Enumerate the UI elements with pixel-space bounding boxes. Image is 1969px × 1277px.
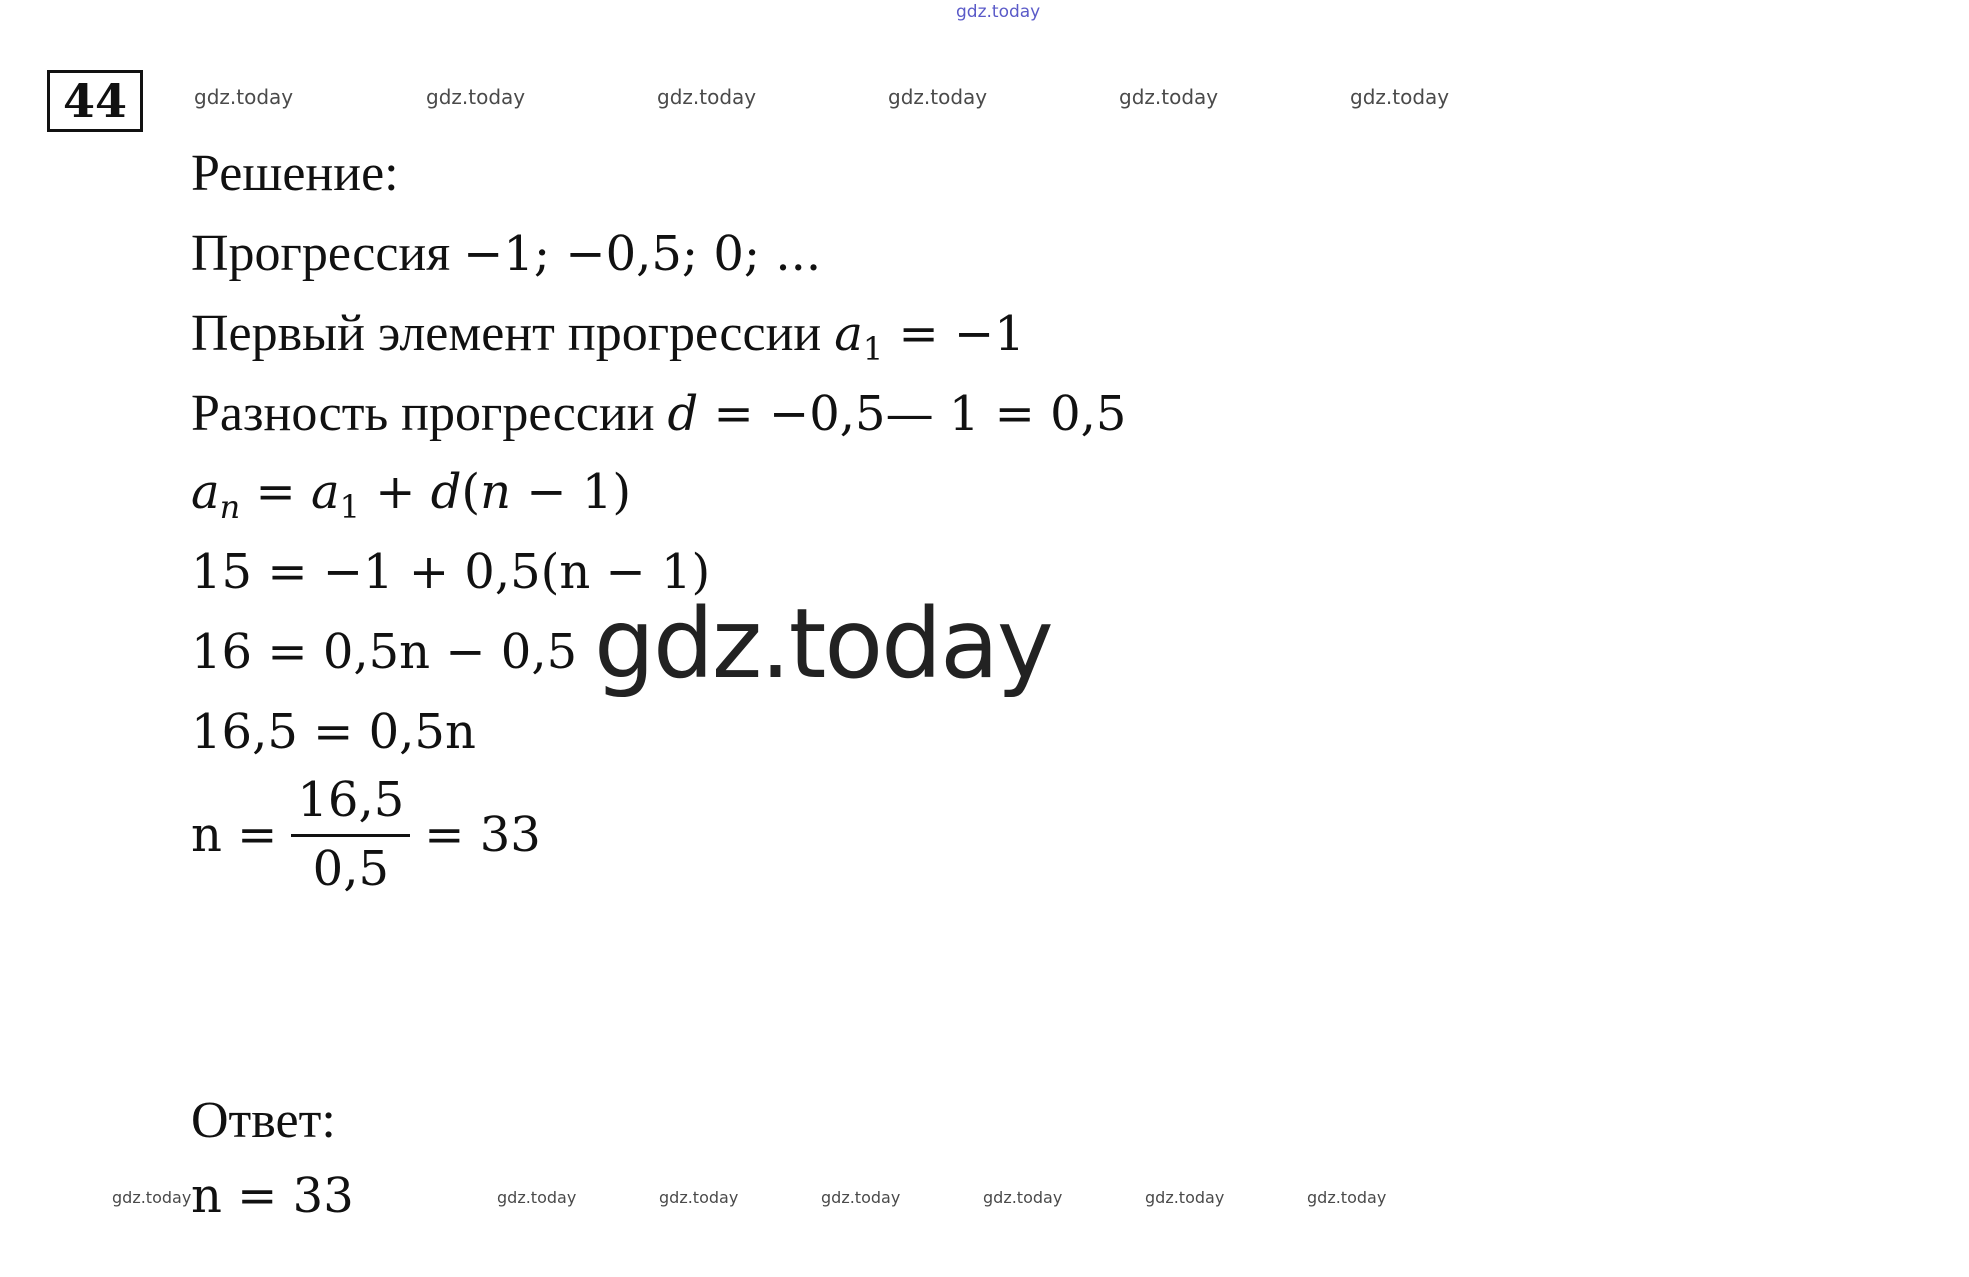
first-element-rhs: = −1	[898, 306, 1025, 362]
watermark: gdz.today	[497, 1188, 577, 1207]
watermark: gdz.today	[983, 1188, 1063, 1207]
watermark: gdz.today	[194, 85, 294, 109]
step-1: 15 = −1 + 0,5(n − 1)	[191, 544, 711, 600]
watermark: gdz.today	[426, 85, 526, 109]
watermark: gdz.today	[659, 1188, 739, 1207]
fraction-denominator: 0,5	[312, 841, 389, 897]
watermark: gdz.today	[657, 85, 757, 109]
fraction-rhs: = 33	[424, 806, 541, 863]
difference-rhs: = −0,5— 1 = 0,5	[713, 386, 1127, 442]
first-element-label: Первый элемент прогрессии	[191, 305, 822, 362]
progression-label: Прогрессия	[191, 225, 451, 282]
watermark: gdz.today	[821, 1188, 901, 1207]
watermark-top: gdz.today	[956, 2, 1041, 22]
progression-values: −1; −0,5; 0; ...	[463, 226, 822, 282]
progression-line	[191, 225, 822, 282]
watermark: gdz.today	[112, 1188, 192, 1207]
step-3: 16,5 = 0,5n	[191, 704, 476, 760]
answer-value: n = 33	[191, 1168, 354, 1224]
watermark: gdz.today	[1145, 1188, 1225, 1207]
fraction-equation	[191, 772, 541, 897]
difference-line	[191, 385, 1127, 442]
difference-label: Разность прогрессии	[191, 385, 655, 442]
watermark: gdz.today	[1119, 85, 1219, 109]
watermark: gdz.today	[888, 85, 988, 109]
difference-eq: d = −0,5— 1 = 0,5	[667, 386, 1127, 442]
first-element-line	[191, 305, 1025, 368]
general-formula: $a_n = a_1 + d(n - 1)$	[191, 464, 632, 526]
answer-heading: Ответ:	[191, 1092, 336, 1149]
fraction	[291, 772, 410, 897]
watermark: gdz.today	[1350, 85, 1450, 109]
watermark: gdz.today	[1307, 1188, 1387, 1207]
watermark-large: gdz.today	[594, 588, 1052, 700]
problem-number: 44	[47, 70, 143, 132]
solution-heading: Решение:	[191, 145, 399, 202]
first-element-eq: $a_1 = -1$	[834, 306, 1025, 368]
fraction-numerator: 16,5	[291, 772, 410, 837]
fraction-lhs: n =	[191, 806, 278, 863]
step-2: 16 = 0,5n − 0,5	[191, 624, 578, 680]
